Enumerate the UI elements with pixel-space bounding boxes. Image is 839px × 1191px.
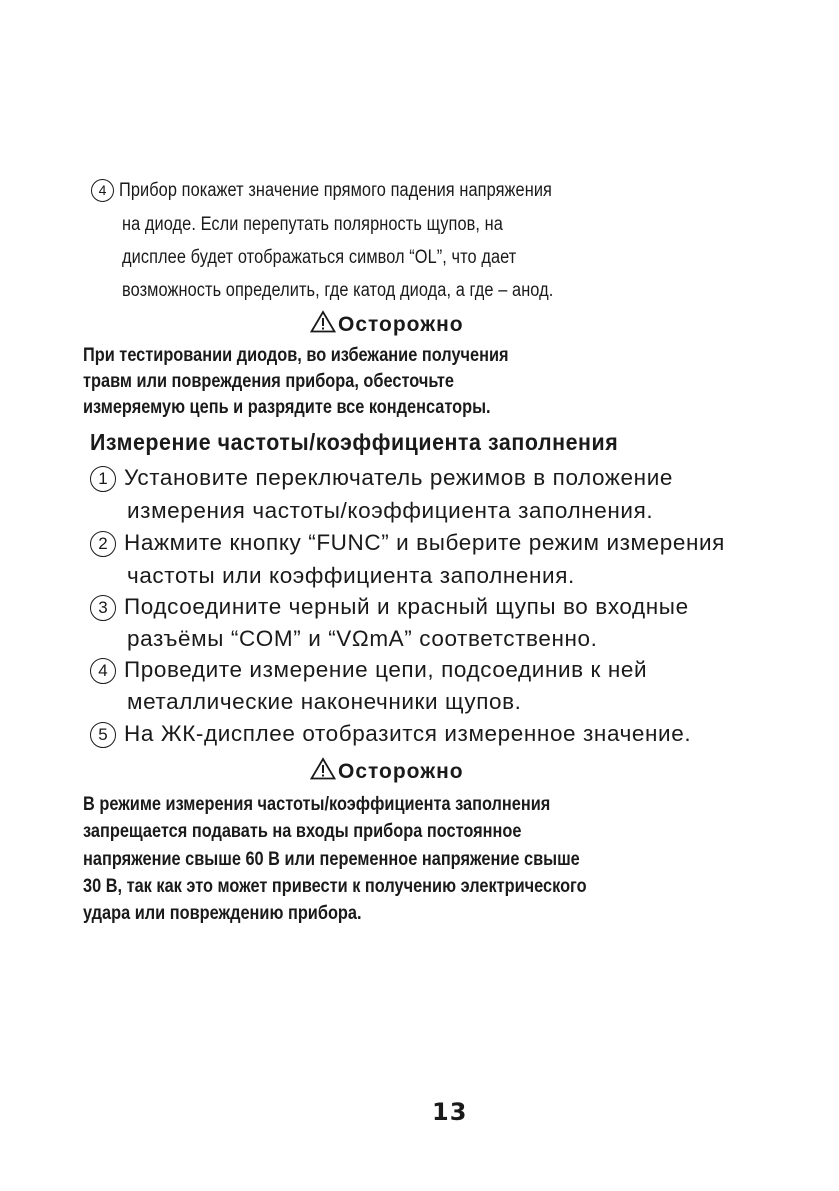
caution2-line-5: удара или повреждению прибора. (83, 903, 362, 924)
caution1-line-1: При тестировании диодов, во избежание получения (83, 345, 509, 366)
step-2-line-1: Нажмите кнопку “FUNC” и выберите режим измерения (124, 530, 725, 555)
step-5-line-1: На ЖК-дисплее отобразится измеренное значение. (124, 721, 692, 746)
top-step-line-3: дисплее будет отображаться символ “OL”, что дает (122, 247, 517, 268)
section-heading: Измерение частоты/коэффициента заполнения (90, 429, 619, 455)
caution1-line-2: травм или повреждения прибора, обесточьте (83, 371, 455, 392)
step-1-line-2: измерения частоты/коэффициента заполнения. (127, 498, 654, 523)
caution2-line-4: 30 В, так как это может привести к получению электрического (83, 876, 587, 897)
caution1-line-3: измеряемую цепь и разрядите все конденсаторы. (83, 397, 491, 418)
caution2-line-1: В режиме измерения частоты/коэффициента заполнения (83, 794, 551, 815)
caution-heading-1 (310, 310, 464, 335)
warning-icon (310, 757, 336, 780)
step-marker-3: 3 (90, 595, 116, 621)
step-marker-4: 4 (91, 179, 114, 202)
top-step-line-4: возможность определить, где катод диода, а где – анод. (122, 280, 554, 301)
step-4-line-2: металлические наконечники щупов. (127, 689, 522, 714)
step-marker-2: 2 (90, 531, 116, 557)
step-3-line-1: Подсоедините черный и красный щупы во входные (124, 594, 689, 619)
caution-title-1: Осторожно (338, 313, 464, 336)
caution-title-2: Осторожно (338, 760, 464, 783)
caution2-line-2: запрещается подавать на входы прибора постоянное (83, 821, 522, 842)
caution2-line-3: напряжение свыше 60 В или переменное напряжение свыше (83, 849, 580, 870)
step-4-line-1: Проведите измерение цепи, подсоединив к ней (124, 657, 648, 682)
page-number: 13 (432, 1098, 468, 1126)
caution-heading-2 (310, 757, 464, 782)
step-1-line-1: Установите переключатель режимов в положение (124, 465, 673, 490)
step-marker-5: 5 (90, 722, 116, 748)
warning-icon (310, 310, 336, 333)
step-2-line-2: частоты или коэффициента заполнения. (127, 563, 575, 588)
top-step-line-1: Прибор покажет значение прямого падения напряжения (119, 180, 552, 201)
step-3-line-2: разъёмы “COM” и “VΩmA” соответственно. (127, 626, 598, 651)
step-marker-1: 1 (90, 466, 116, 492)
step-marker-4b: 4 (90, 658, 116, 684)
top-step-line-2: на диоде. Если перепутать полярность щупов, на (122, 214, 503, 235)
